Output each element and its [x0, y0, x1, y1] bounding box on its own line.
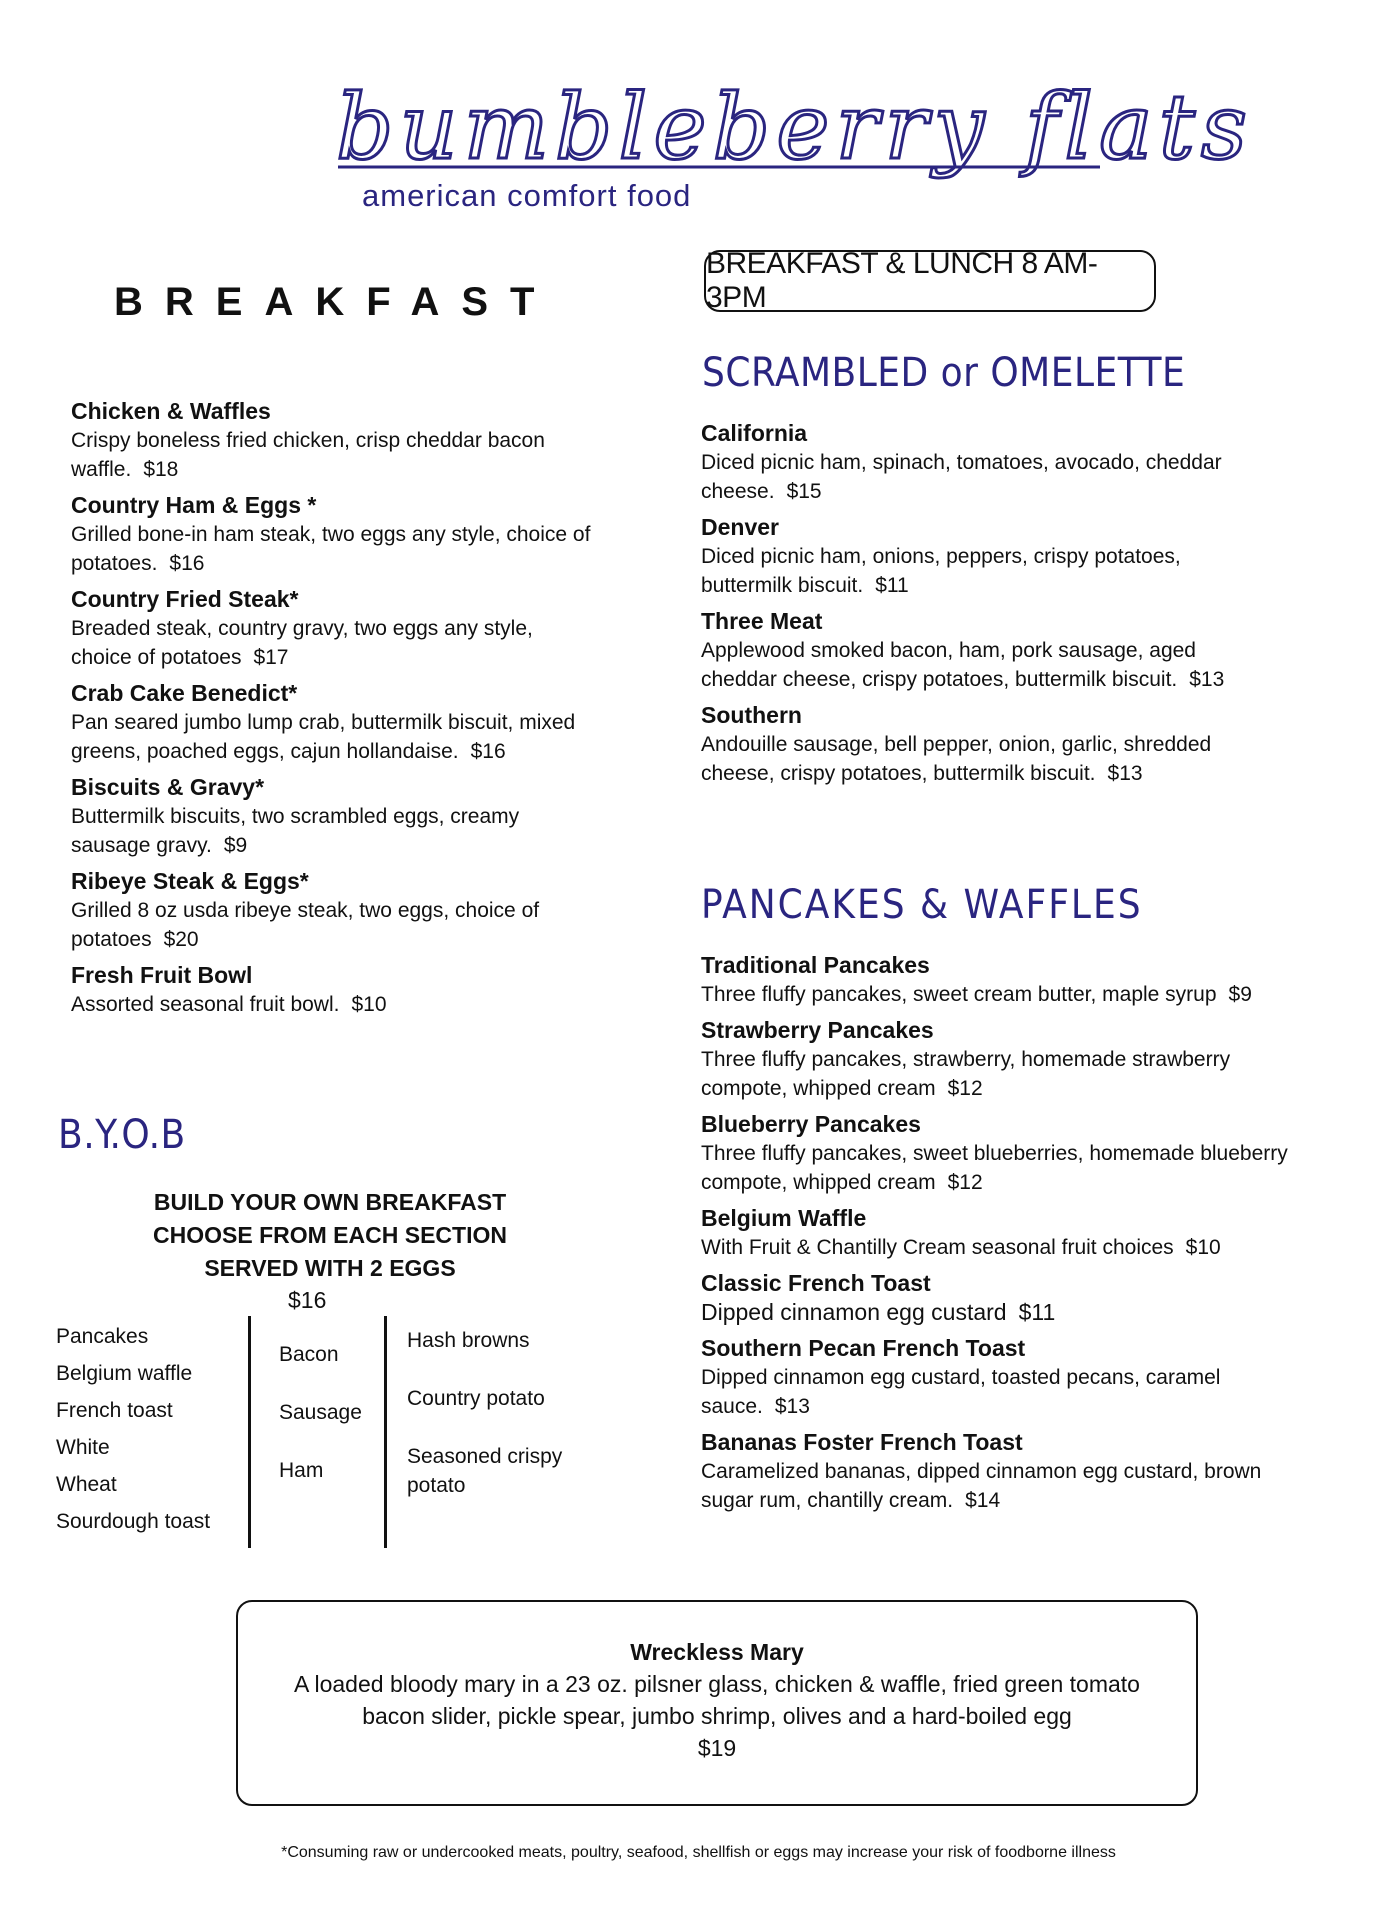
item-desc: Breaded steak, country gravy, two eggs any style, choice of potatoes $17	[71, 617, 533, 669]
byob-title: B.Y.O.B	[58, 1112, 186, 1158]
menu-item	[701, 1109, 1301, 1197]
item-name: Fresh Fruit Bowl	[71, 962, 253, 988]
item-price: $13	[1189, 668, 1225, 691]
menu-item	[701, 1268, 1301, 1327]
omelette-list	[701, 418, 1261, 794]
breakfast-list	[71, 396, 591, 1025]
drink-price: $19	[697, 1735, 737, 1761]
drink-desc: A loaded bloody mary in a 23 oz. pilsner glass, chicken & waffle, fried green tomato bacon slider, pickle spear, jumbo shrimp, olives and a hard-boiled egg	[294, 1671, 1140, 1729]
menu-item	[71, 772, 591, 860]
menu-item	[701, 1333, 1301, 1421]
byob-option: Belgium waffle	[56, 1362, 193, 1385]
item-desc: Grilled 8 oz usda ribeye steak, two eggs, choice of potatoes $20	[71, 899, 540, 951]
byob-option: Bacon	[279, 1343, 339, 1366]
item-price: $16	[169, 552, 205, 575]
menu-item	[701, 606, 1261, 694]
menu-item	[701, 950, 1301, 1009]
item-name: Country Fried Steak*	[71, 586, 299, 612]
menu-item	[71, 678, 591, 766]
item-name: Ribeye Steak & Eggs*	[71, 868, 309, 894]
item-price: $12	[947, 1077, 983, 1100]
pancakes-title: PANCAKES & WAFFLES	[701, 882, 1143, 928]
pancakes-list	[701, 950, 1301, 1521]
byob-option: Country potato	[407, 1387, 545, 1410]
byob-divider	[384, 1316, 387, 1548]
byob-divider	[248, 1316, 251, 1548]
menu-item	[71, 490, 591, 578]
byob-option: Hash browns	[407, 1329, 530, 1352]
item-name: Country Ham & Eggs *	[71, 492, 317, 518]
item-name: Bananas Foster French Toast	[701, 1429, 1023, 1455]
item-desc: Applewood smoked bacon, ham, pork sausage, aged cheddar cheese, crispy potatoes, buttermilk biscuit. $13	[701, 639, 1225, 691]
item-desc: Diced picnic ham, spinach, tomatoes, avocado, cheddar cheese. $15	[701, 451, 1222, 503]
byob-option: Wheat	[56, 1473, 117, 1496]
menu-item	[71, 866, 591, 954]
item-desc: Three fluffy pancakes, strawberry, homemade strawberry compote, whipped cream $12	[701, 1048, 1231, 1100]
item-name: Classic French Toast	[701, 1270, 931, 1296]
item-name: California	[701, 420, 808, 446]
item-price: $17	[253, 646, 289, 669]
item-name: Crab Cake Benedict*	[71, 680, 298, 706]
menu-item	[701, 512, 1261, 600]
item-price: $10	[1185, 1236, 1221, 1259]
item-desc: With Fruit & Chantilly Cream seasonal fruit choices $10	[701, 1236, 1221, 1259]
logo-tagline: american comfort food	[362, 178, 692, 213]
item-name: Belgium Waffle	[701, 1205, 867, 1231]
byob-option: Sausage	[279, 1401, 362, 1424]
item-desc: Diced picnic ham, onions, peppers, crispy potatoes, buttermilk biscuit. $11	[701, 545, 1181, 597]
menu-item	[71, 960, 591, 1019]
svg-text:bumbleberry flats: bumbleberry flats	[336, 75, 1254, 180]
item-price: $10	[351, 993, 387, 1016]
item-price: $9	[1228, 983, 1252, 1006]
menu-item	[701, 1427, 1301, 1515]
food-safety-footnote: *Consuming raw or undercooked meats, poultry, seafood, shellfish or eggs may increase your risk of foodborne illness	[281, 1844, 1116, 1861]
item-price: $12	[947, 1171, 983, 1194]
hours-text: BREAKFAST & LUNCH 8 AM- 3PM	[706, 247, 1098, 314]
menu-item	[701, 700, 1261, 788]
byob-price: $16	[288, 1287, 327, 1313]
byob-option: White	[56, 1436, 110, 1459]
byob-column-meats	[279, 1326, 362, 1500]
byob-heading-line: CHOOSE FROM EACH SECTION	[153, 1222, 507, 1248]
item-desc: Three fluffy pancakes, sweet cream butter, maple syrup $9	[701, 983, 1252, 1006]
item-price: $20	[163, 928, 199, 951]
item-name: Traditional Pancakes	[701, 952, 930, 978]
item-price: $15	[786, 480, 822, 503]
item-desc: Dipped cinnamon egg custard, toasted pecans, caramel sauce. $13	[701, 1366, 1221, 1418]
item-desc: Caramelized bananas, dipped cinnamon egg custard, brown sugar rum, chantilly cream. $14	[701, 1460, 1262, 1512]
item-price: $11	[875, 574, 909, 597]
omelette-title: SCRAMBLED or OMELETTE	[702, 350, 1186, 396]
featured-drink-box	[236, 1600, 1198, 1806]
item-price: $13	[774, 1395, 810, 1418]
byob-heading-line: SERVED WITH 2 EGGS	[204, 1255, 456, 1281]
byob-heading-line: BUILD YOUR OWN BREAKFAST	[153, 1189, 507, 1215]
item-name: Blueberry Pancakes	[701, 1111, 921, 1137]
item-name: Denver	[701, 514, 779, 540]
item-name: Strawberry Pancakes	[701, 1017, 934, 1043]
item-price: $11	[1018, 1299, 1056, 1325]
item-desc: Pan seared jumbo lump crab, buttermilk biscuit, mixed greens, poached eggs, cajun hollandaise. $16	[71, 711, 576, 763]
menu-item	[71, 396, 591, 484]
item-name: Southern Pecan French Toast	[701, 1335, 1026, 1361]
menu-item	[701, 1203, 1301, 1262]
item-desc: Three fluffy pancakes, sweet blueberries, homemade blueberry compote, whipped cream $12	[701, 1142, 1288, 1194]
item-desc: Crispy boneless fried chicken, crisp cheddar bacon waffle. $18	[71, 429, 545, 481]
byob-column-potatoes	[407, 1326, 597, 1500]
item-name: Chicken & Waffles	[71, 398, 271, 424]
byob-option: Sourdough toast	[56, 1510, 211, 1533]
item-name: Biscuits & Gravy*	[71, 774, 265, 800]
item-price: $14	[965, 1489, 1001, 1512]
byob-heading	[110, 1186, 550, 1285]
byob-option: Seasoned crispy potato	[407, 1445, 563, 1497]
byob-option: Pancakes	[56, 1325, 149, 1348]
breakfast-heading: BREAKFAST	[114, 280, 557, 324]
item-desc: Assorted seasonal fruit bowl. $10	[71, 993, 387, 1016]
item-desc: Buttermilk biscuits, two scrambled eggs, creamy sausage gravy. $9	[71, 805, 520, 857]
item-name: Southern	[701, 702, 802, 728]
item-price: $9	[223, 834, 248, 857]
item-price: $13	[1107, 762, 1143, 785]
item-price: $16	[470, 740, 506, 763]
item-name: Three Meat	[701, 608, 823, 634]
item-desc: Dipped cinnamon egg custard $11	[701, 1299, 1056, 1325]
byob-option: French toast	[56, 1399, 173, 1422]
menu-item	[701, 1015, 1301, 1103]
item-desc: Andouille sausage, bell pepper, onion, garlic, shredded cheese, crispy potatoes, buttermilk biscuit. $13	[701, 733, 1212, 785]
drink-name: Wreckless Mary	[630, 1639, 804, 1665]
menu-item	[701, 418, 1261, 506]
byob-option: Ham	[279, 1459, 324, 1482]
hours-box	[704, 247, 1156, 314]
item-price: $18	[143, 458, 179, 481]
item-desc: Grilled bone-in ham steak, two eggs any style, choice of potatoes. $16	[71, 523, 591, 575]
byob-column-breads	[56, 1318, 210, 1540]
menu-item	[71, 584, 591, 672]
